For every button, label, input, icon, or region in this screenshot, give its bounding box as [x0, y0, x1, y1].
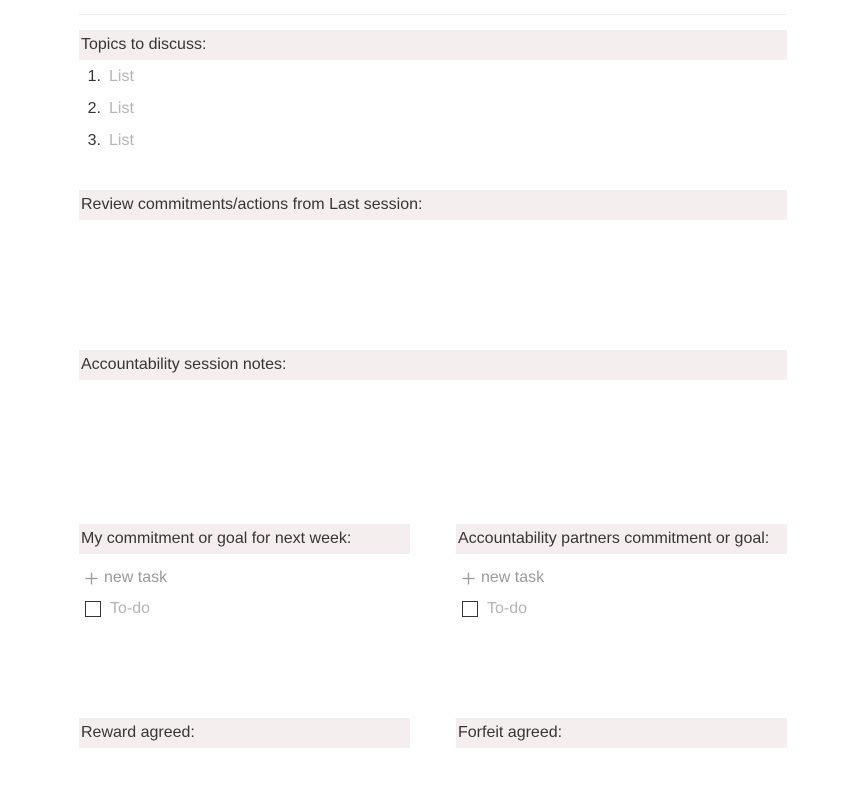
- forfeit-heading: Forfeit agreed:: [456, 718, 787, 748]
- reward-heading: Reward agreed:: [79, 718, 410, 748]
- partner-todo-item[interactable]: [461, 596, 527, 622]
- my-todo-item[interactable]: [84, 596, 150, 622]
- my-commitment-heading: My commitment or goal for next week:: [79, 524, 410, 554]
- topics-heading: Topics to discuss:: [79, 30, 787, 60]
- my-new-task-button[interactable]: [84, 565, 167, 591]
- list-item[interactable]: [79, 62, 134, 92]
- todo-text[interactable]: To-do: [487, 600, 528, 617]
- review-heading: Review commitments/actions from Last session:: [79, 190, 787, 220]
- list-number: 2.: [87, 100, 101, 117]
- new-task-label: new task: [481, 569, 545, 586]
- list-item[interactable]: [79, 126, 134, 156]
- todo-checkbox[interactable]: [462, 601, 478, 617]
- list-item[interactable]: [79, 94, 134, 124]
- list-item-text[interactable]: List: [109, 100, 134, 117]
- new-task-label: new task: [104, 569, 168, 586]
- partner-commitment-heading: Accountability partners commitment or goal:: [456, 524, 787, 554]
- list-item-text[interactable]: List: [109, 132, 134, 149]
- notes-heading: Accountability session notes:: [79, 350, 787, 380]
- top-divider: [79, 14, 787, 15]
- plus-icon: [462, 572, 475, 585]
- todo-text[interactable]: To-do: [110, 600, 151, 617]
- partner-new-task-button[interactable]: [461, 565, 544, 591]
- plus-icon: [85, 572, 98, 585]
- todo-checkbox[interactable]: [85, 601, 101, 617]
- list-item-text[interactable]: List: [109, 68, 134, 85]
- list-number: 3.: [87, 132, 101, 149]
- list-number: 1.: [87, 68, 101, 85]
